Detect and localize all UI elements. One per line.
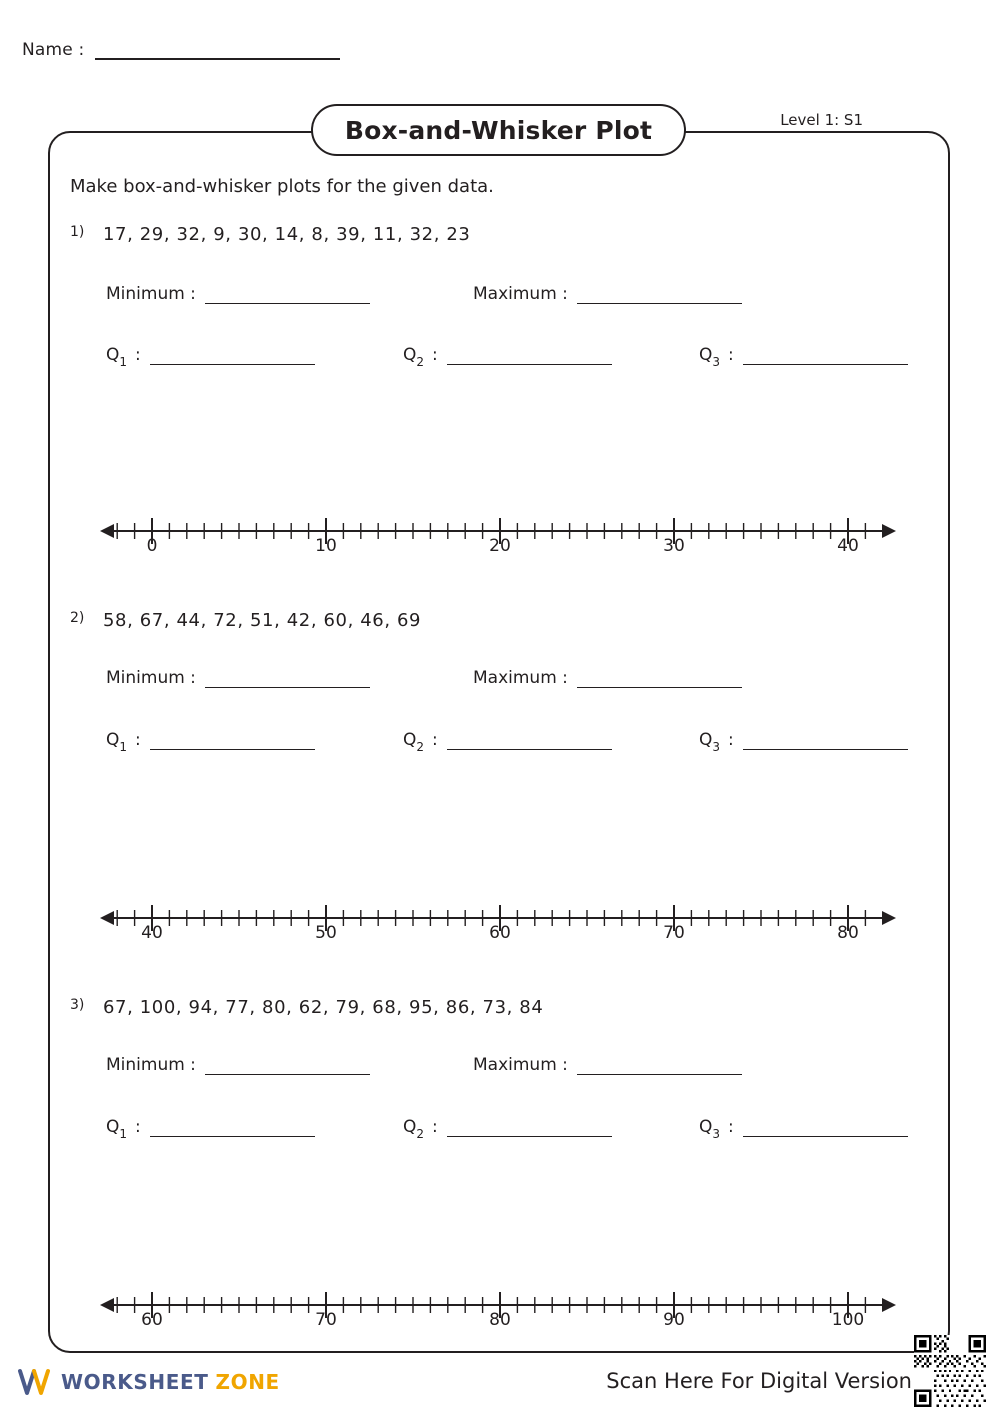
- minimum-label: Minimum :: [106, 1055, 196, 1075]
- minimum-field-3: [106, 1055, 370, 1075]
- axis-label: 70: [315, 1310, 337, 1330]
- page-title: Box-and-Whisker Plot: [311, 104, 686, 156]
- minimum-field-1: [106, 284, 370, 304]
- q1-label: Q: [106, 1117, 120, 1137]
- minimum-label: Minimum :: [106, 284, 196, 304]
- logo-text: [61, 1370, 280, 1394]
- number-line-3: [0, 1284, 1000, 1344]
- minimum-input-1[interactable]: [205, 290, 370, 304]
- q1-field-2: [106, 730, 315, 754]
- worksheet-zone-logo[interactable]: [18, 1367, 280, 1397]
- axis-label: 50: [315, 923, 337, 943]
- axis-label: 30: [663, 536, 685, 556]
- qr-code[interactable]: [914, 1335, 986, 1407]
- name-label: Name :: [22, 40, 85, 60]
- q3-label: Q: [699, 1117, 713, 1137]
- q1-colon: :: [135, 1117, 141, 1137]
- problem-data: 17, 29, 32, 9, 30, 14, 8, 39, 11, 32, 23: [103, 224, 471, 245]
- q2-colon: :: [432, 1117, 438, 1137]
- problem-number: 2): [70, 610, 85, 626]
- q1-colon: :: [135, 730, 141, 750]
- axis-label: 80: [489, 1310, 511, 1330]
- problem-data: 67, 100, 94, 77, 80, 62, 79, 68, 95, 86, 73, 84: [103, 997, 544, 1018]
- q1-colon: :: [135, 345, 141, 365]
- q2-subscript: 2: [416, 740, 425, 754]
- q2-field-3: [403, 1117, 612, 1141]
- maximum-input-1[interactable]: [577, 290, 742, 304]
- q1-label: Q: [106, 345, 120, 365]
- maximum-field-1: [473, 284, 742, 304]
- q1-field-3: [106, 1117, 315, 1141]
- q1-input-1[interactable]: [150, 351, 315, 365]
- q3-field-2: [699, 730, 908, 754]
- q3-subscript: 3: [712, 355, 721, 369]
- q2-subscript: 2: [416, 1127, 425, 1141]
- q1-field-1: [106, 345, 315, 369]
- q3-input-2[interactable]: [743, 736, 908, 750]
- axis-label: 10: [315, 536, 337, 556]
- q2-field-1: [403, 345, 612, 369]
- axis-label: 100: [831, 1310, 865, 1330]
- problem-number: 1): [70, 224, 85, 240]
- q2-label: Q: [403, 345, 417, 365]
- maximum-field-2: [473, 668, 742, 688]
- q3-field-1: [699, 345, 908, 369]
- q1-input-2[interactable]: [150, 736, 315, 750]
- q3-label: Q: [699, 345, 713, 365]
- q3-input-1[interactable]: [743, 351, 908, 365]
- axis-label: 20: [489, 536, 511, 556]
- maximum-label: Maximum :: [473, 1055, 568, 1075]
- q2-colon: :: [432, 730, 438, 750]
- q3-input-3[interactable]: [743, 1123, 908, 1137]
- axis-label: 0: [146, 536, 158, 556]
- q3-colon: :: [728, 730, 734, 750]
- minimum-input-3[interactable]: [205, 1061, 370, 1075]
- q2-input-1[interactable]: [447, 351, 612, 365]
- axis-label: 60: [489, 923, 511, 943]
- name-input-blank[interactable]: [95, 45, 340, 60]
- axis-label: 80: [837, 923, 859, 943]
- minimum-field-2: [106, 668, 370, 688]
- q1-subscript: 1: [119, 1127, 128, 1141]
- q2-label: Q: [403, 730, 417, 750]
- q2-input-2[interactable]: [447, 736, 612, 750]
- instruction-text: Make box-and-whisker plots for the given data.: [70, 176, 494, 197]
- maximum-input-2[interactable]: [577, 674, 742, 688]
- q2-label: Q: [403, 1117, 417, 1137]
- q2-input-3[interactable]: [447, 1123, 612, 1137]
- maximum-label: Maximum :: [473, 668, 568, 688]
- q3-colon: :: [728, 1117, 734, 1137]
- logo-word-worksheet: WORKSHEET: [61, 1370, 209, 1394]
- q2-subscript: 2: [416, 355, 425, 369]
- number-line-2: [0, 897, 1000, 957]
- scan-instruction-text: Scan Here For Digital Version: [606, 1369, 912, 1393]
- q1-subscript: 1: [119, 355, 128, 369]
- q3-field-3: [699, 1117, 908, 1141]
- problem-data: 58, 67, 44, 72, 51, 42, 60, 46, 69: [103, 610, 422, 631]
- maximum-input-3[interactable]: [577, 1061, 742, 1075]
- axis-label: 40: [141, 923, 163, 943]
- axis-label: 70: [663, 923, 685, 943]
- axis-label: 60: [141, 1310, 163, 1330]
- name-row: [22, 40, 340, 60]
- logo-v-icon: [18, 1367, 52, 1397]
- level-tag: Level 1: S1: [780, 111, 863, 129]
- axis-label: 40: [837, 536, 859, 556]
- minimum-input-2[interactable]: [205, 674, 370, 688]
- q1-label: Q: [106, 730, 120, 750]
- maximum-label: Maximum :: [473, 284, 568, 304]
- q3-subscript: 3: [712, 1127, 721, 1141]
- q2-field-2: [403, 730, 612, 754]
- problem-number: 3): [70, 997, 85, 1013]
- q1-input-3[interactable]: [150, 1123, 315, 1137]
- logo-word-zone: ZONE: [215, 1370, 280, 1394]
- number-line-1: [0, 510, 1000, 570]
- q2-colon: :: [432, 345, 438, 365]
- q3-colon: :: [728, 345, 734, 365]
- minimum-label: Minimum :: [106, 668, 196, 688]
- maximum-field-3: [473, 1055, 742, 1075]
- q3-label: Q: [699, 730, 713, 750]
- q1-subscript: 1: [119, 740, 128, 754]
- axis-label: 90: [663, 1310, 685, 1330]
- q3-subscript: 3: [712, 740, 721, 754]
